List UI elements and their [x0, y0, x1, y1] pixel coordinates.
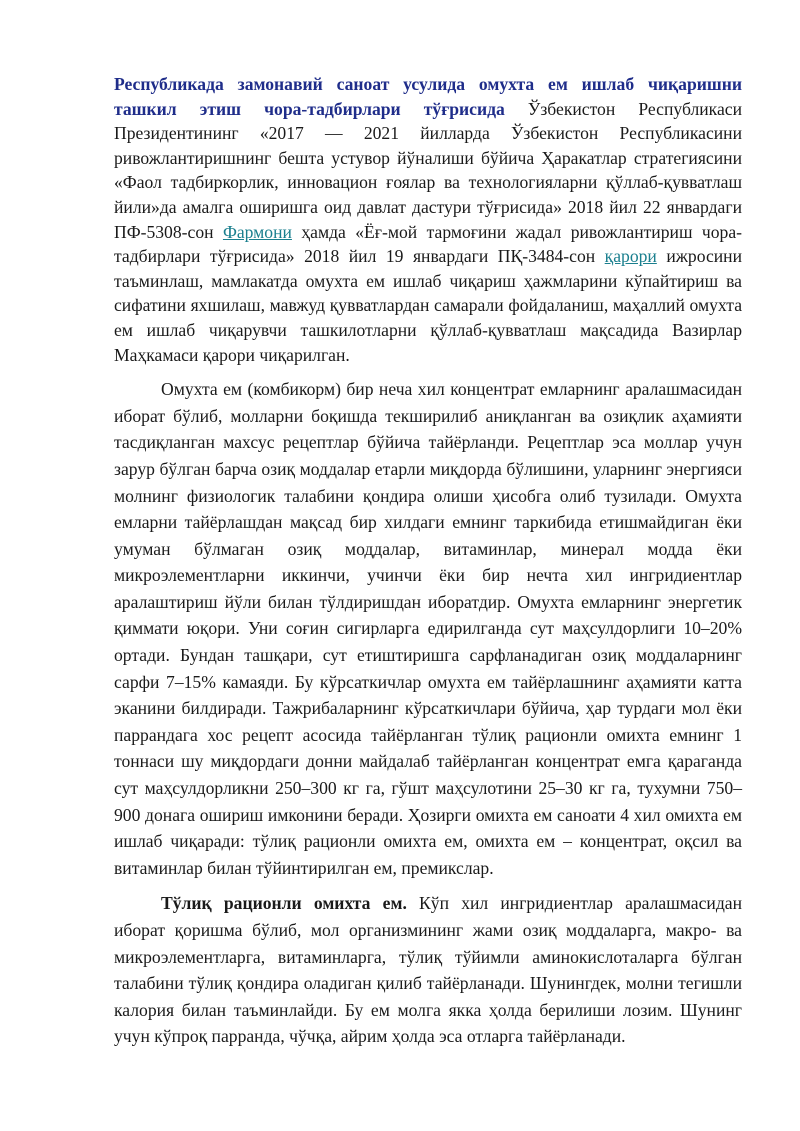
full-ration-heading: Тўлиқ рационли омихта ем.: [161, 893, 407, 914]
decree-title: Республикада замонавий саноат усулида омухта ем ишлаб чиқаришни ташкил этиш чора-тадбирлари тўғрисида: [114, 74, 742, 119]
intro-text-b: ҳамда «Ёғ-мой тармоғини жадал ривожлантириш чора-тадбирлари тўғрисида» 2018 йил 19 январдаги ПҚ-3484-сон: [114, 221, 742, 267]
full-ration-text: Кўп хил ингридиентлар аралашмасидан иборат қоришма бўлиб, мол организмининг жами озиқ моддаларга, макро- ва микроэлементларга, витаминларга, тўлиқ тўйимли аминокислоталарга бўлган талабини тўлиқ қондира оладиган қилиб тайёрланади. Шунингдек, молни тегишли калория билан таъминлайди. Бу ем молга якка ҳолда берилиши лозим. Шунинг учун кўпроқ парранда, чўчқа, айрим ҳолда эса отларга тайёрланади.: [114, 893, 742, 1047]
decree-link[interactable]: Фармони: [222, 221, 292, 242]
intro-text-a: Ўзбекистон Республикаси Президентининг «2017 — 2021 йилларда Ўзбекистон Республикасини ривожлантиришнинг бешта устувор йўналиши бўйича Ҳаракатлар стратегиясини «Фаол тадбиркорлик, инновацион ғоялар ва технологияларни қўллаб-қувватлаш йили»да амалга оширишга оид давлат дастури тўғрисида» 2018 йил 22 январдаги ПФ-5308-сон: [114, 98, 742, 242]
resolution-link[interactable]: қарори: [604, 246, 657, 267]
document-page: [114, 72, 742, 1050]
intro-paragraph: [114, 72, 742, 367]
full-ration-paragraph: [114, 890, 742, 1050]
feed-description-paragraph: Омухта ем (комбикорм) бир неча хил концентрат емларнинг аралашмасидан иборат бўлиб, молларни боқишда текширилиб аниқланган ва озиқлик аҳамияти тасдиқланган махсус рецептлар бўйича тайёрланди. Рецептлар эса моллар учун зарур бўлган барча озиқ моддалар етарли миқдорда бўлишини, уларнинг энергияси молнинг физиологик талабини қондира олиши ҳисобга олиб тузилади. Омухта емларни тайёрлашдан мақсад бир хилдаги емнинг таркибида етишмайдиган ёки умуман бўлмаган озиқ моддалар, витаминлар, минерал модда ёки микроэлементларни иккинчи, учинчи ёки бир нечта хил ингридиентлар аралаштириш йўли билан тўлдиришдан иборатдир. Омухта емларнинг энергетик қиммати юқори. Уни соғин сигирларга едирилганда сут маҳсулдорлиги 10–20% ортади. Бундан ташқари, сут етиштиришга сарфланадиган озиқ моддаларнинг сарфи 7–15% камаяди. Бу кўрсаткичлар омухта ем тайёрлашнинг аҳамияти катта эканини билдиради. Тажрибаларнинг кўрсаткичлари бўйича, ҳар турдаги мол ёки паррандага хос рецепт асосида тайёрланган тўлиқ рационли омихта емнинг 1 тоннаси шу миқдордаги донни майдалаб тайёрланган концентрат емга қараганда сут маҳсулдорликни 250–300 кг га, гўшт маҳсулотини 25–30 кг га, тухумни 750–900 донага ошириш имконини беради. Ҳозирги омихта ем саноати 4 хил омихта ем ишлаб чиқаради: тўлиқ рационли омихта ем, омихта ем – концентрат, оқсил ва витаминлар билан тўйинтирилган ем, премикслар.: [114, 379, 742, 878]
intro-text-c: ижросини таъминлаш, мамлакатда омухта ем ишлаб чиқариш ҳажмларини кўпайтириш ва сифатини яхшилаш, мавжуд қувватлардан самарали фойдаланиш, маҳаллий омухта ем ишлаб чиқарувчи ташкилотларни қўллаб-қувватлаш мақсадида Вазирлар Маҳкамаси қарори чиқарилган.: [114, 246, 742, 365]
